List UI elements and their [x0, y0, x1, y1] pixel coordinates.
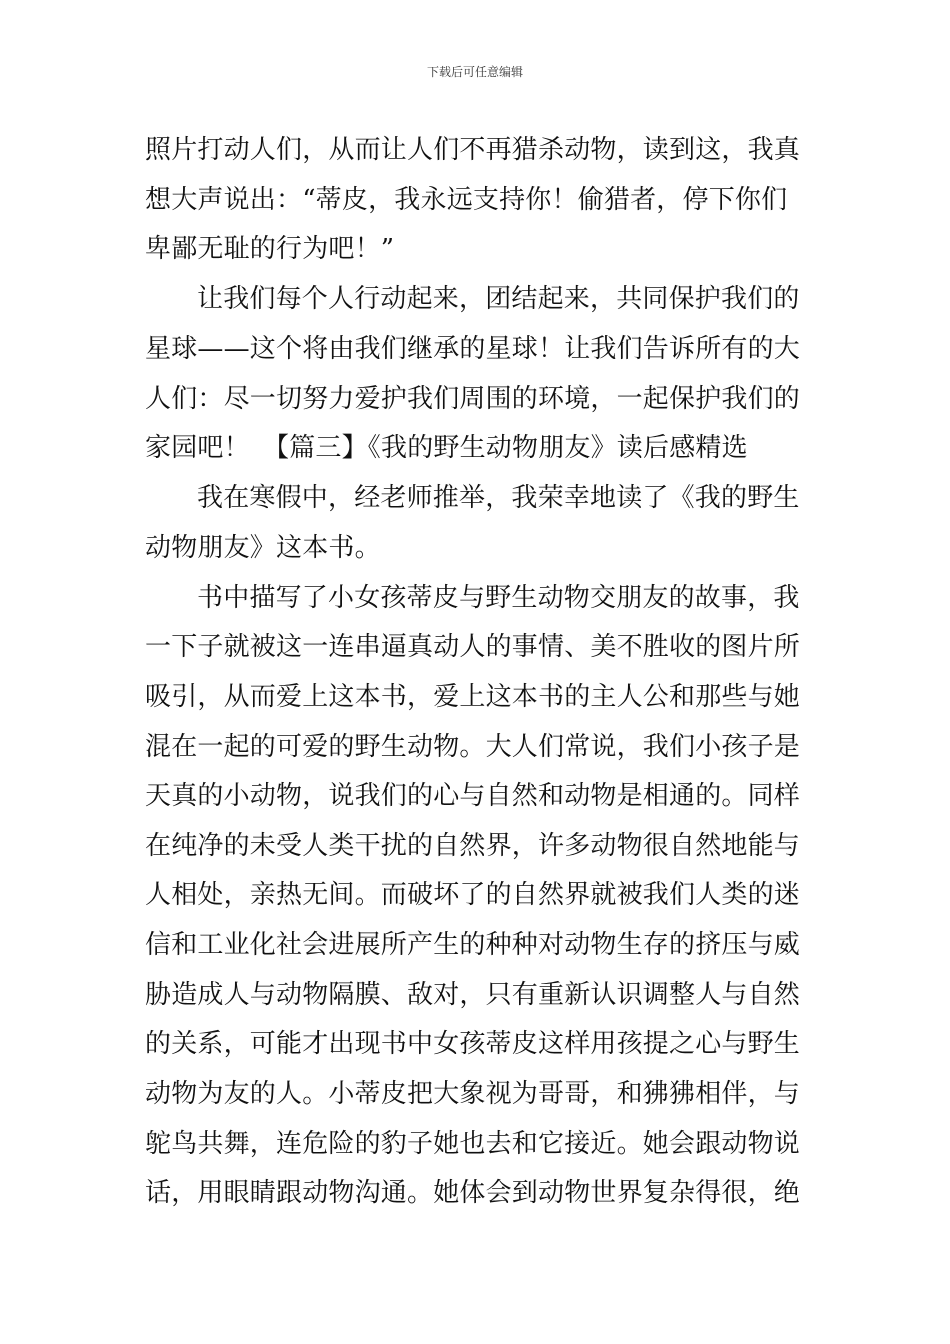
- text-line: 一下子就被这一连串逼真动人的事情、美不胜收的图片所: [145, 632, 801, 662]
- text-line: 人们：尽一切努力爱护我们周围的环境，一起保护我们的: [145, 384, 801, 414]
- text-line: 照片打动人们，从而让人们不再猎杀动物，读到这，我真: [145, 135, 801, 165]
- text-line: 人相处，亲热无间。而破坏了的自然界就被我们人类的迷: [145, 880, 801, 910]
- page-header: 下载后可任意编辑: [426, 65, 523, 79]
- text-line: 的关系，可能才出现书中女孩蒂皮这样用孩提之心与野生: [145, 1029, 801, 1059]
- text-line: 星球——这个将由我们继承的星球！让我们告诉所有的大: [145, 334, 801, 364]
- text-line: 动物朋友》这本书。: [145, 533, 381, 563]
- text-line: 在纯净的未受人类干扰的自然界，许多动物很自然地能与: [145, 831, 801, 861]
- text-line: 想大声说出：“蒂皮，我永远支持你！偷猎者，停下你们: [145, 185, 788, 215]
- text-line: 话，用眼睛跟动物沟通。她体会到动物世界复杂得很，绝: [145, 1178, 801, 1208]
- text-line: 胁造成人与动物隔膜、敌对，只有重新认识调整人与自然: [145, 980, 801, 1010]
- paragraph-first-line: 我在寒假中，经老师推举，我荣幸地读了《我的野生: [197, 483, 800, 513]
- paragraph-first-line: 让我们每个人行动起来，团结起来，共同保护我们的: [197, 284, 800, 314]
- paragraph-first-line: 书中描写了小女孩蒂皮与野生动物交朋友的故事，我: [197, 583, 800, 613]
- text-line: 卑鄙无耻的行为吧！”: [145, 234, 395, 264]
- section-heading-line: 家园吧！ 【篇三】《我的野生动物朋友》读后感精选: [145, 433, 748, 463]
- text-line: 信和工业化社会进展所产生的种种对动物生存的挤压与威: [145, 930, 801, 960]
- text-line: 天真的小动物，说我们的心与自然和动物是相通的。同样: [145, 781, 801, 811]
- text-line: 吸引，从而爱上这本书，爱上这本书的主人公和那些与她: [145, 682, 801, 712]
- text-line: 动物为友的人。小蒂皮把大象视为哥哥，和狒狒相伴，与: [145, 1079, 801, 1109]
- text-line: 混在一起的可爱的野生动物。大人们常说，我们小孩子是: [145, 732, 801, 762]
- text-line: 鸵鸟共舞，连危险的豹子她也去和它接近。她会跟动物说: [145, 1129, 801, 1159]
